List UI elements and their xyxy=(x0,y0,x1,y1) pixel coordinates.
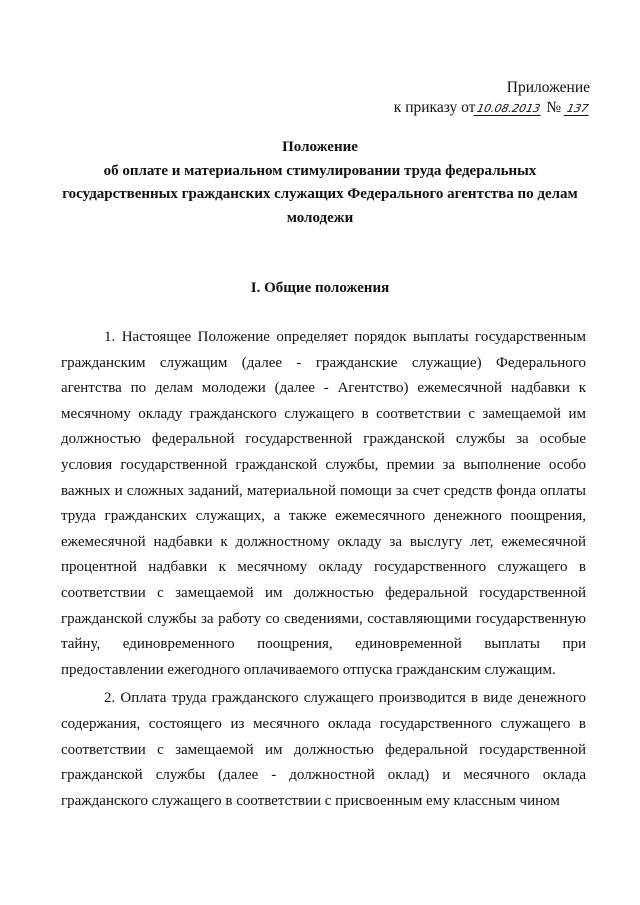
title-line-1: Положение xyxy=(282,139,358,155)
number-sign: № xyxy=(546,99,562,116)
title-line-4: молодежи xyxy=(286,209,354,226)
order-prefix: к приказу от xyxy=(393,99,476,116)
title-line-3: государственных гражданских служащих Федерального агентства по делам xyxy=(62,186,578,202)
title-line-2: об оплате и материальном стимулировании труда федеральных xyxy=(103,162,537,179)
document-body xyxy=(61,325,586,814)
appendix-block xyxy=(394,78,590,118)
order-reference xyxy=(394,98,590,118)
document-title xyxy=(40,136,600,230)
section-heading: I. Общие положения xyxy=(250,280,390,296)
paragraph-2: 2. Оплата труда гражданского служащего производится в виде денежного содержания, состоящего из месячного оклада государственного служащего в соответствии с замещаемой им должностью федеральной государственной гражданской службы (далее - должностной оклад) и месячного оклада гражданского служащего в соответствии с присвоенным ему классным чином xyxy=(61,690,586,809)
paragraph-1: 1. Настоящее Положение определяет порядок выплаты государственным гражданским служащим (далее - гражданские служащие) Федерального агентства по делам молодежи (далее - Агентство) ежемесячной надбавки к месячному окладу гражданского служащего в соответствии с замещаемой им должностью федеральной государственной гражданской службы за особые условия государственной гражданской службы, премии за выполнение особо важных и сложных заданий, материальной помощи за счет средств фонда оплаты труда гражданских служащих, а также ежемесячного денежного поощрения, ежемесячной надбавки к должностному окладу за выслугу лет, ежемесячной процентной надбавки к месячному окладу государственного служащего в соответствии с замещаемой им должностью федеральной государственной гражданской службы за работу со сведениями, составляющими государственную тайну, единовременного поощрения, единовременной выплаты при предоставлении ежегодного оплачиваемого отпуска гражданским служащим. xyxy=(61,329,586,678)
appendix-label: Приложение xyxy=(506,79,590,96)
order-date-handwritten: 10.08.2013 xyxy=(474,102,544,116)
order-number-handwritten: 137 xyxy=(564,102,592,116)
